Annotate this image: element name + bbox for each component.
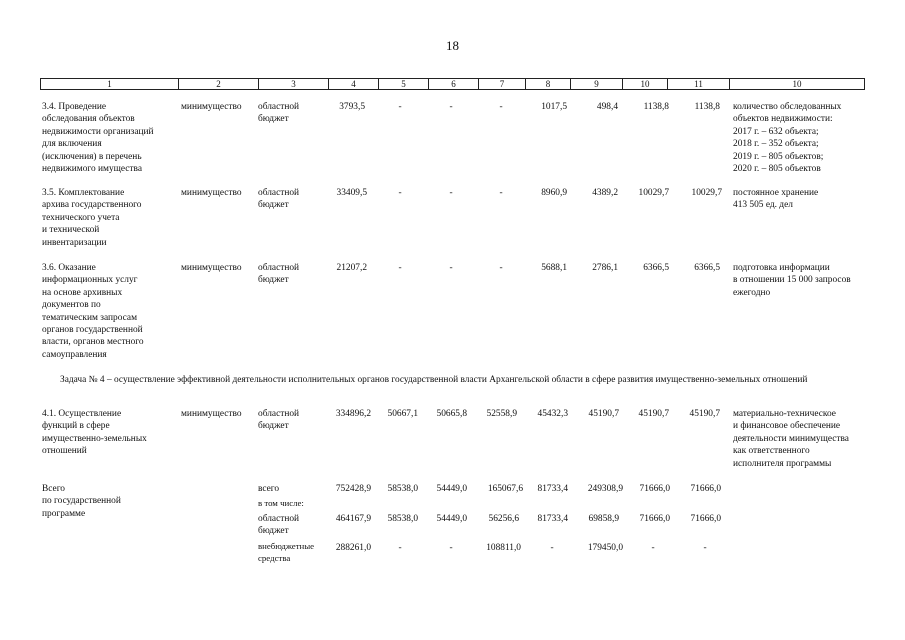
total-value-10: 71666,0	[639, 484, 670, 494]
total-source: всего	[258, 484, 280, 494]
total-value-4: 288261,0	[335, 543, 371, 553]
row-value-11: 10029,7	[691, 188, 722, 198]
row-value-11: 45190,7	[689, 409, 720, 419]
row-result: количество обследованных объектов недвижимости: 2017 г. – 632 объекта; 2018 г. – 352 объекта; 2019 г. – 805 объектов; 2020 г. – 805 объектов	[733, 102, 842, 175]
row-value-4: 33409,5	[336, 188, 367, 198]
row-value-9: 45190,7	[588, 409, 619, 419]
row-value-9: 2786,1	[592, 263, 618, 273]
row-name: 4.1. Осуществление функций в сфере имущественно-земельных отношений	[42, 409, 147, 457]
total-value-11: -	[703, 543, 707, 553]
row-source: областной бюджет	[258, 188, 300, 211]
total-value-4: 464167,9	[335, 514, 371, 524]
total-value-5: 58538,0	[387, 484, 418, 494]
header-col-7: 7	[478, 79, 525, 89]
row-value-6: -	[449, 263, 453, 273]
total-value-8: -	[550, 543, 554, 553]
row-name: 3.5. Комплектование архива государственного технического учета и технической инвентаризации	[42, 188, 142, 248]
row-value-7: -	[499, 263, 503, 273]
column-number-header	[40, 78, 865, 90]
total-value-10: 71666,0	[639, 514, 670, 524]
row-value-10: 6366,5	[643, 263, 669, 273]
row-value-5: -	[398, 102, 402, 112]
row-name: 3.4. Проведение обследования объектов недвижимости организаций для включения (исключения) в перечень недвижимого имущества	[42, 102, 154, 175]
row-value-5: -	[398, 263, 402, 273]
row-value-10: 45190,7	[638, 409, 669, 419]
page-number: 18	[446, 38, 459, 53]
total-value-6: 54449,0	[436, 484, 467, 494]
total-value-10: -	[651, 543, 655, 553]
row-value-11: 6366,5	[694, 263, 720, 273]
total-value-7: 165067,6	[487, 484, 523, 494]
total-value-8: 81733,4	[537, 484, 568, 494]
header-col-result: 10	[729, 79, 864, 89]
row-value-9: 498,4	[596, 102, 618, 112]
row-value-8: 5688,1	[541, 263, 567, 273]
row-value-7: 52558,9	[486, 409, 517, 419]
in-that-number-label: в том числе:	[258, 498, 304, 508]
total-value-7: 108811,0	[486, 543, 521, 553]
row-source: областной бюджет	[258, 102, 300, 125]
total-source: областной бюджет	[258, 514, 300, 537]
header-col-2: 2	[178, 79, 258, 89]
total-value-7: 56256,6	[488, 514, 519, 524]
total-value-11: 71666,0	[690, 514, 721, 524]
total-value-9: 249308,9	[587, 484, 623, 494]
total-value-8: 81733,4	[537, 514, 568, 524]
header-col-1: 1	[107, 79, 112, 89]
row-executor: минимущество	[181, 188, 242, 198]
row-value-6: 50665,8	[436, 409, 467, 419]
header-col-9: 9	[570, 79, 622, 89]
header-col-11: 11	[667, 79, 729, 89]
header-col-6: 6	[428, 79, 478, 89]
row-executor: минимущество	[181, 102, 242, 112]
row-value-9: 4389,2	[592, 188, 618, 198]
total-value-11: 71666,0	[690, 484, 721, 494]
row-value-4: 334896,2	[335, 409, 371, 419]
header-col-3: 3	[258, 79, 328, 89]
row-result: материально-техническое и финансовое обеспечение деятельности минимущества как ответственного исполнителя программы	[733, 409, 849, 469]
row-value-10: 1138,8	[643, 102, 669, 112]
header-col-4: 4	[328, 79, 378, 89]
total-value-9: 179450,0	[587, 543, 623, 553]
total-value-5: -	[398, 543, 402, 553]
row-value-10: 10029,7	[638, 188, 669, 198]
row-value-5: 50667,1	[387, 409, 418, 419]
row-executor: минимущество	[181, 409, 242, 419]
row-value-7: -	[499, 102, 503, 112]
row-value-11: 1138,8	[694, 102, 720, 112]
row-value-4: 21207,2	[336, 263, 367, 273]
header-col-10: 10	[622, 79, 667, 89]
row-name: 3.6. Оказание информационных услуг на основе архивных документов по тематическим запросам органов государственной власти, органов местного самоуправления	[42, 263, 144, 360]
task-heading: Задача № 4 – осуществление эффективной деятельности исполнительных органов государственной власти Архангельской области в сфере развития имущественно-земельных отношений	[60, 375, 808, 385]
row-value-8: 45432,3	[537, 409, 568, 419]
total-source: внебюджетные средства	[258, 541, 315, 564]
row-value-6: -	[449, 188, 453, 198]
row-executor: минимущество	[181, 263, 242, 273]
row-value-8: 8960,9	[541, 188, 567, 198]
row-value-8: 1017,5	[541, 102, 567, 112]
row-value-5: -	[398, 188, 402, 198]
total-value-5: 58538,0	[387, 514, 418, 524]
header-col-8: 8	[525, 79, 570, 89]
row-source: областной бюджет	[258, 409, 300, 432]
total-label: Всего по государственной программе	[42, 484, 121, 519]
total-value-6: -	[449, 543, 453, 553]
row-value-4: 3793,5	[339, 102, 365, 112]
header-col-5: 5	[378, 79, 428, 89]
total-value-6: 54449,0	[436, 514, 467, 524]
row-value-6: -	[449, 102, 453, 112]
row-result: подготовка информации в отношении 15 000 запросов ежегодно	[733, 263, 851, 298]
total-value-4: 752428,9	[335, 484, 371, 494]
row-source: областной бюджет	[258, 263, 300, 286]
row-value-7: -	[499, 188, 503, 198]
total-value-9: 69858,9	[588, 514, 619, 524]
row-result: постоянное хранение 413 505 ед. дел	[733, 188, 819, 211]
